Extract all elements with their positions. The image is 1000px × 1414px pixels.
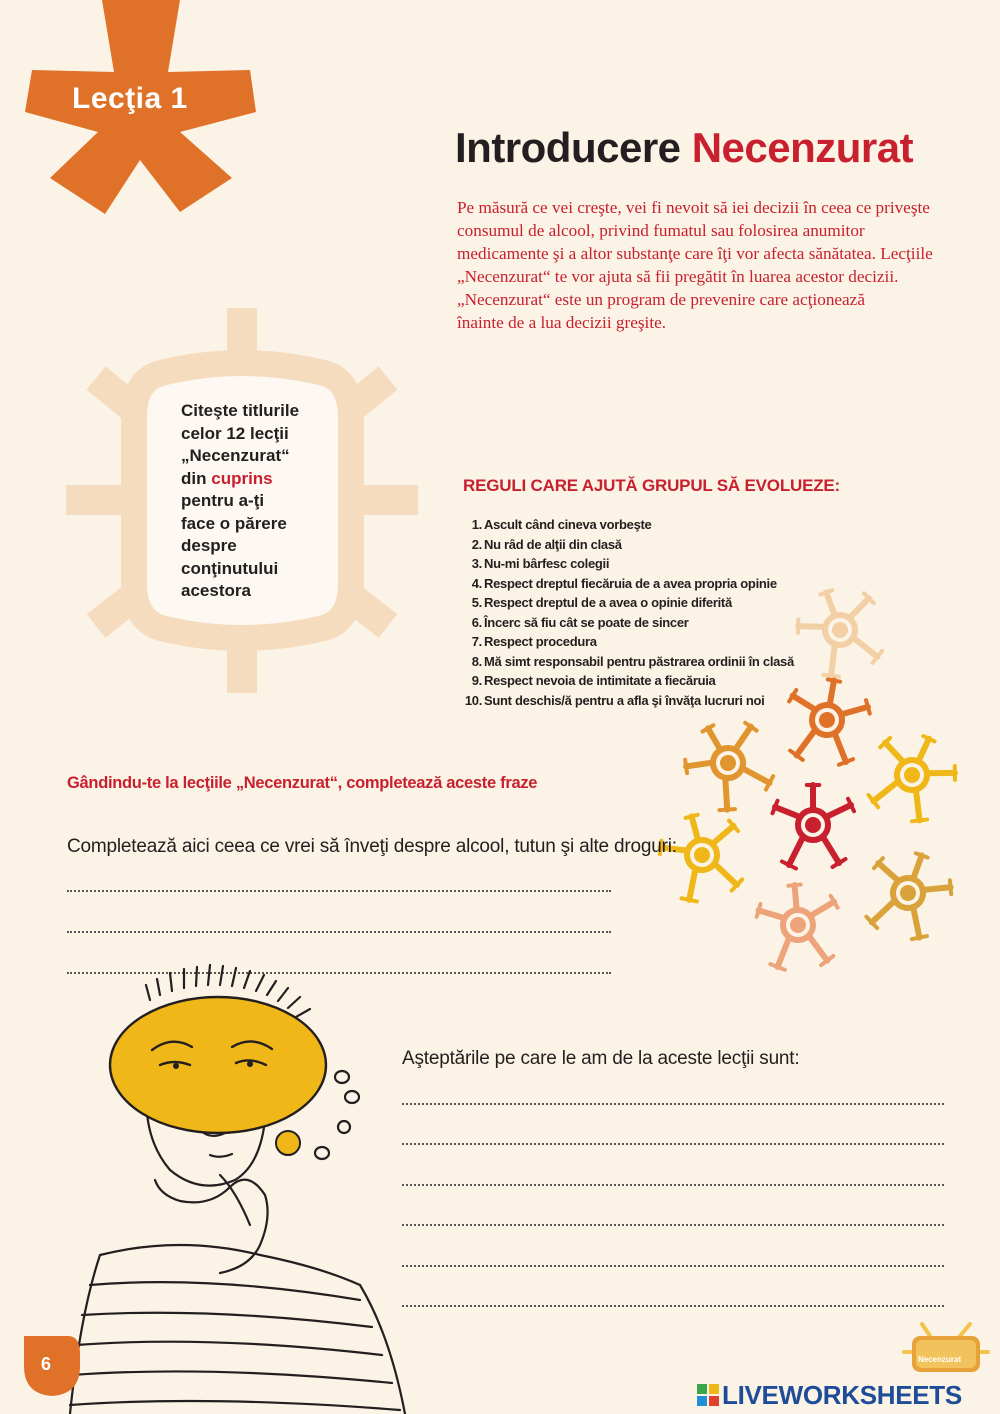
sun-text-line: pentru a-ţi [181, 491, 265, 510]
rule-number: 5. [471, 595, 482, 610]
rule-text: Mă simt responsabil pentru păstrarea ordinii în clasă [484, 653, 794, 669]
sun-text-line: despre [181, 536, 237, 555]
answer-line[interactable] [402, 1224, 944, 1226]
sun-text-line: acestora [181, 581, 251, 600]
intro-line: Pe măsură ce vei creşte, vei fi nevoit să iei decizii în ceea ce priveşte [457, 198, 930, 217]
answer-line[interactable] [402, 1143, 944, 1145]
thinking-person-icon [60, 955, 440, 1414]
rule-text: Sunt deschis/ă pentru a afla şi învăţa lucruri noi [484, 692, 765, 708]
answer-line[interactable] [67, 931, 611, 933]
answer-line[interactable] [67, 890, 611, 892]
rule-item [462, 554, 794, 574]
rule-number: 8. [471, 653, 482, 669]
rule-item [462, 535, 794, 555]
rule-text: Nu-mi bârfesc colegii [484, 556, 610, 571]
rule-text: Respect dreptul de a avea o opinie diferită [484, 595, 732, 610]
rule-text: Respect dreptul fiecăruia de a avea propria opinie [484, 575, 777, 591]
dancing-figure [673, 708, 785, 821]
title-accent: Necenzurat [691, 124, 914, 171]
rule-text: Ascult când cineva vorbeşte [484, 517, 652, 532]
dancing-figure [855, 842, 960, 948]
answer-line[interactable] [402, 1184, 944, 1186]
rule-number: 1. [471, 517, 482, 532]
dancing-figure [857, 722, 966, 832]
exercise-heading: Gândindu-te la lecţiile „Necenzurat“, completează aceste fraze [67, 774, 538, 792]
rule-text: Respect nevoia de intimitate a fiecăruia [484, 673, 716, 688]
sun-text-line: celor 12 lecţii [181, 423, 289, 443]
sun-text-line: conţinutului [181, 558, 279, 578]
necenzurat-logo-icon [900, 1322, 990, 1382]
dancing-figure [788, 585, 893, 685]
rule-item [462, 515, 794, 535]
rules-heading: REGULI CARE AJUTĂ GRUPUL SĂ EVOLUEZE: [463, 476, 841, 495]
rule-number: 2. [471, 536, 482, 552]
intro-line: „Necenzurat“ este un program de prevenire care acţionează [457, 290, 865, 309]
rule-number: 7. [471, 634, 482, 649]
page-title [455, 124, 913, 172]
rule-number: 10. [464, 692, 482, 708]
liveworksheets-logo-icon [697, 1384, 719, 1406]
liveworksheets-watermark[interactable] [697, 1379, 962, 1411]
brand-label: Necenzurat [918, 1355, 962, 1364]
intro-line: „Necenzurat“ te vor ajuta să fii pregătit în luarea acestor decizii. [457, 267, 899, 286]
expectations-prompt: Aşteptările pe care le am de la aceste lecţii sunt: [402, 1048, 800, 1069]
sun-text-word: din [181, 468, 207, 488]
watermark-text: LIVEWORKSHEETS [722, 1379, 962, 1410]
rule-text: Încerc să fiu cât se poate de sincer [484, 614, 689, 630]
learning-prompt: Completează aici ceea ce vrei să înveţi despre alcool, tutun şi alte droguri: [67, 836, 677, 857]
page-number: 6 [40, 1354, 51, 1374]
dancing-figure [754, 882, 842, 972]
rule-number: 9. [471, 673, 482, 688]
sun-instruction-text [181, 400, 321, 603]
answer-line[interactable] [402, 1265, 944, 1267]
intro-line: consumul de alcool, privind fumatul sau folosirea anumitor [457, 221, 865, 240]
dancing-figures-icon [650, 585, 980, 980]
rule-number: 4. [471, 575, 482, 591]
sun-text-line: „Necenzurat“ [181, 446, 290, 465]
dancing-figure [780, 674, 875, 770]
sun-text-line: face o părere [181, 513, 287, 533]
lesson-label: Lecţia 1 [72, 82, 188, 115]
sun-text-line: Citeşte titlurile [181, 401, 300, 420]
rule-number: 3. [471, 556, 482, 571]
title-main: Introducere [455, 124, 681, 171]
intro-line: înainte de a lua decizii greşite. [457, 313, 667, 332]
intro-paragraph [457, 196, 957, 334]
rule-number: 6. [471, 614, 482, 630]
rule-text: Respect procedura [484, 634, 597, 649]
sun-text-line [181, 468, 321, 491]
answer-line[interactable] [402, 1103, 944, 1105]
rule-text: Nu râd de alţii din clasă [484, 536, 622, 552]
dancing-figure [773, 785, 855, 869]
contents-link-word: cuprins [211, 468, 273, 488]
intro-line: medicamente şi a altor substanţe care îţi vor afecta sănătatea. Lecţiile [457, 244, 933, 263]
answer-line[interactable] [402, 1305, 944, 1307]
